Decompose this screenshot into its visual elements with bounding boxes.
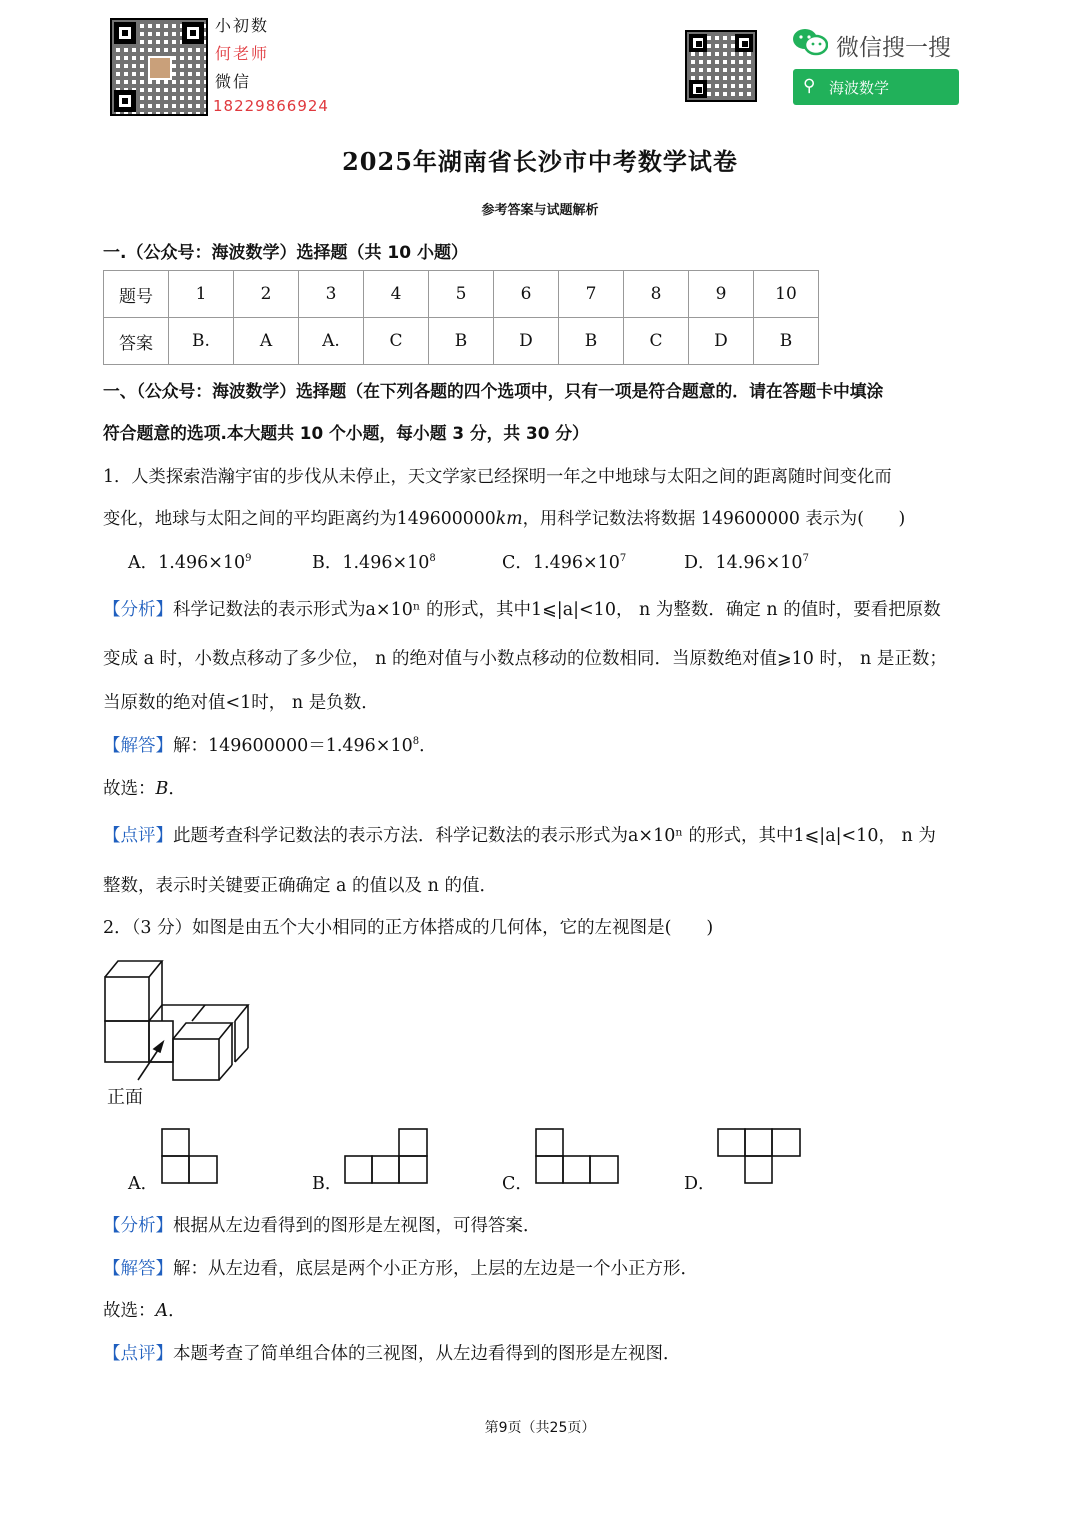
wechat-search-button[interactable] — [793, 69, 959, 105]
wechat-search-label: 微信搜一搜 — [836, 35, 951, 61]
q2-option-d-label[interactable]: D． — [684, 1174, 716, 1194]
q2-option-a-figure[interactable] — [161, 1128, 221, 1186]
qr-code-right — [685, 30, 757, 102]
analysis-tag: 【分析】 — [103, 1216, 173, 1236]
page-number: 第9页（共25页） — [484, 1420, 596, 1436]
q2-option-d-figure[interactable] — [717, 1128, 805, 1186]
search-icon: ⚲ — [803, 76, 816, 96]
q1-answer: 【解答】解：$149600000=1.496\times 10^8$． — [103, 736, 437, 756]
table-cell: C — [624, 318, 689, 365]
q1-stem-line-2: 变化，地球与太阳之间的平均距离约为149600000km，用科学记数法将数据 149600000 表示为( ) — [103, 509, 906, 529]
q2-comment: 【点评】本题考查了简单组合体的三视图，从左边看得到的图形是左视图． — [103, 1344, 681, 1364]
page-title: 2025年湖南省长沙市中考数学试卷 — [342, 147, 738, 176]
q1-comment-line-1: 【点评】此题考查科学记数法的表示方法．科学记数法的表示形式为a×10ⁿ 的形式，其中1⩽|a|<10， n 为 — [103, 826, 936, 846]
page-subtitle: 参考答案与试题解析 — [481, 203, 599, 218]
wechat-icon — [792, 27, 828, 57]
analysis-tag: 【分析】 — [103, 600, 173, 620]
qr-code-left — [110, 18, 208, 116]
qr-left-phone: 18229866924 — [213, 97, 329, 115]
q2-analysis: 【分析】根据从左边看得到的图形是左视图，可得答案． — [103, 1216, 541, 1236]
q2-stem: 2．（3 分）如图是由五个大小相同的正方体搭成的几何体，它的左视图是( ) — [103, 918, 714, 938]
q1-choice: 故选：B． — [103, 779, 186, 799]
qr-left-label-3: 微信 — [215, 72, 252, 91]
table-cell: B — [559, 318, 624, 365]
qr-left-label-2: 何老师 — [215, 44, 270, 63]
q1-option-a[interactable]: A．$1.496\times 10^9$ — [128, 553, 252, 573]
table-cell: 3 — [299, 271, 364, 318]
table-cell: B — [429, 318, 494, 365]
table-cell: B. — [169, 318, 234, 365]
wechat-button-label: 海波数学 — [829, 79, 890, 97]
q2-option-b-figure[interactable] — [344, 1128, 432, 1186]
table-cell: 1 — [169, 271, 234, 318]
table-cell: 7 — [559, 271, 624, 318]
q1-analysis-line-1: 【分析】科学记数法的表示形式为a×10ⁿ 的形式，其中1⩽|a|<10， n 为整数．确定 n 的值时，要看把原数 — [103, 600, 941, 620]
q1-analysis-line-3: 当原数的绝对值<1时， n 是负数． — [103, 693, 379, 713]
q1-option-c[interactable]: C．$1.496\times 10^7$ — [502, 553, 627, 573]
q2-option-c-figure[interactable] — [535, 1128, 623, 1186]
table-header-cell: 题号 — [104, 271, 169, 318]
section-desc-line-1: 一、（公众号：海波数学）选择题（在下列各题的四个选项中，只有一项是符合题意的．请在答题卡中填涂 — [103, 381, 884, 401]
q1-stem-line-1: 1．人类探索浩瀚宇宙的步伐从未停止，天文学家已经探明一年之中地球与太阳之间的距离随时间变化而 — [103, 467, 892, 487]
q2-answer: 【解答】解：从左边看，底层是两个小正方形，上层的左边是一个小正方形． — [103, 1259, 698, 1279]
table-cell: 9 — [689, 271, 754, 318]
q2-option-b-label[interactable]: B． — [312, 1174, 343, 1194]
table-cell: 6 — [494, 271, 559, 318]
table-cell: B — [754, 318, 819, 365]
answer-tag: 【解答】 — [103, 736, 173, 756]
q2-option-a-label[interactable]: A． — [128, 1174, 159, 1194]
section-heading: 一.（公众号：海波数学）选择题（共 10 小题） — [103, 243, 468, 263]
table-cell: 10 — [754, 271, 819, 318]
table-cell: A. — [299, 318, 364, 365]
table-cell: 4 — [364, 271, 429, 318]
q1-analysis-line-2: 变成 a 时，小数点移动了多少位， n 的绝对值与小数点移动的位数相同．当原数绝对值⩾10 时， n 是正数； — [103, 649, 947, 669]
qr-left-label-1: 小初数 — [215, 16, 270, 35]
table-cell: C — [364, 318, 429, 365]
table-header-cell: 答案 — [104, 318, 169, 365]
table-cell: D — [689, 318, 754, 365]
comment-tag: 【点评】 — [103, 826, 173, 846]
q1-comment-line-2: 整数，表示时关键要正确确定 a 的值以及 n 的值． — [103, 876, 497, 896]
section-desc-line-2: 符合题意的选项.本大题共 10 个小题，每小题 3 分，共 30 分） — [103, 423, 589, 443]
answer-tag: 【解答】 — [103, 1259, 173, 1279]
table-cell: 8 — [624, 271, 689, 318]
q2-option-c-label[interactable]: C． — [502, 1174, 533, 1194]
q1-option-b[interactable]: B．$1.496\times 10^8$ — [312, 553, 436, 573]
table-cell: 5 — [429, 271, 494, 318]
table-row — [104, 271, 819, 318]
front-label: 正面 — [107, 1087, 143, 1108]
q1-option-d[interactable]: D．$14.96\times 10^7$ — [684, 553, 809, 573]
table-cell: D — [494, 318, 559, 365]
avatar — [148, 56, 172, 80]
table-cell: A — [234, 318, 299, 365]
answer-table — [103, 270, 819, 365]
table-row — [104, 318, 819, 365]
comment-tag: 【点评】 — [103, 1344, 173, 1364]
q2-choice: 故选：A． — [103, 1301, 186, 1321]
q2-solid-figure — [100, 955, 260, 1085]
table-cell: 2 — [234, 271, 299, 318]
